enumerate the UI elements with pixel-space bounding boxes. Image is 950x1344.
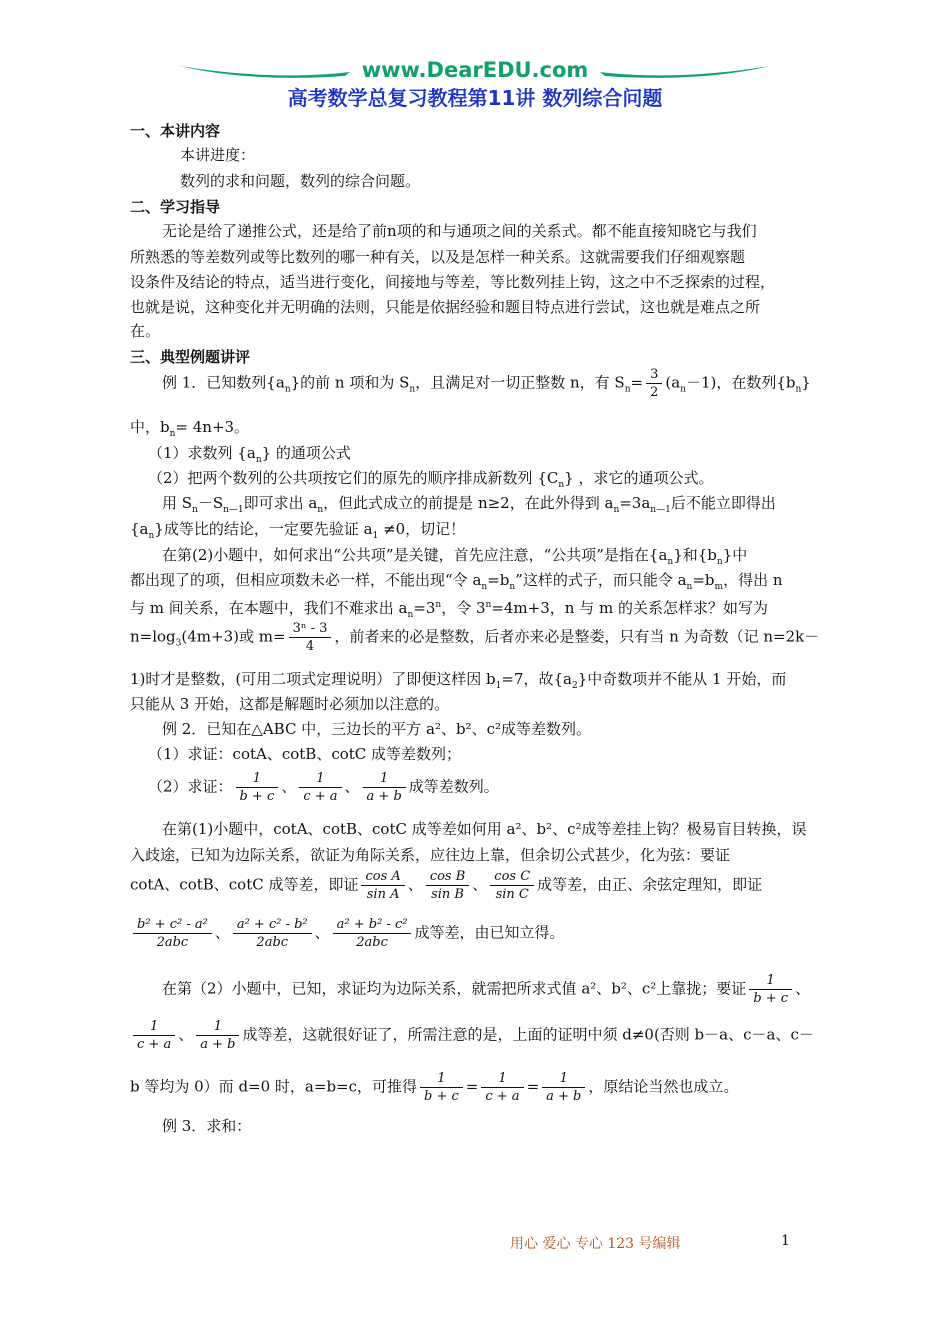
example1-analysis-line: $n=\log_3(4m+3)$或 m= $\frac{\text{3ⁿ - 3}}{4}$ ，前者来的必是整数，后者亦来必是整娄，只有当 n 为奇数（记 n=2k－: [130, 621, 820, 654]
fraction-cosC-sinC: $\frac{\text{cos C}}{\text{sin C}}$: [490, 868, 534, 903]
fraction-1-over-c-plus-a: $\frac{1}{c + a}$: [133, 1018, 175, 1053]
fraction-1-over-b-plus-c: $\frac{1}{b + c}$: [420, 1070, 463, 1105]
example1-statement-cont: 中，$b_n= 4n+3$。: [130, 418, 250, 439]
example2-analysis-line: $\frac{\text{b² + c² - a²}}{\text{2abc}}$ 、 $\frac{\text{a² + c² - b²}}{\text{2abc}}$ 、 $\frac{\text{a² + b² - c²}}{\text{2abc}}$ 成等差，由已知立得。: [130, 916, 564, 951]
fraction-m-formula: $\frac{\text{3ⁿ - 3}}{4}$: [289, 620, 332, 655]
fraction-cosine-law-c: $\frac{\text{a² + b² - c²}}{\text{2abc}}$: [333, 916, 412, 951]
example1-analysis-line: $\{a_n\}$成等比的结论，一定要先验证 $a_1 \ne 0$，切记！: [130, 520, 466, 541]
example1-analysis-line: 用 $S_n-S_{n—1}$即可求出 $a_n$，但此式成立的前提是 n≥2，在此外得到 $a_n=3a_{n—1}$后不能立即得出: [162, 494, 776, 515]
guidance-line: 在。: [130, 322, 161, 340]
guidance-line: 无论是给了递推公式，还是给了前n项的和与通项之间的关系式。都不能直接知晓它与我们: [162, 222, 757, 240]
section-heading-guidance: 二、学习指导: [130, 198, 221, 216]
page-number: 1: [781, 1233, 790, 1249]
example1-analysis-line: 都出现了的项，但相应项数未必一样，不能出现“令 $a_n=b_n$”这样的式子，而只能令 $a_n=b_m$，得出 n: [130, 571, 783, 592]
guidance-line: 设条件及结论的特点，适当进行变化，间接地与等差，等比数列挂上钩，这之中不乏探索的过程，: [130, 273, 776, 291]
fraction-1-over-b-plus-c: $\frac{1}{b + c}$: [236, 770, 279, 805]
progress-content: 数列的求和问题，数列的综合问题。: [180, 172, 421, 190]
site-logo-text: www.DearEDU.com: [361, 58, 589, 82]
fraction-cosA-sinA: $\frac{\text{cos A}}{\text{sin A}}$: [361, 868, 404, 903]
fraction-1-over-a-plus-b: $\frac{1}{a + b}$: [542, 1070, 585, 1105]
example2-analysis-line: 入歧途，已知为边际关系，欲证为角际关系，应往边上靠，但余切公式甚少，化为弦：要证: [130, 846, 731, 864]
example2-analysis-line: cotA、cotB、cotC 成等差，即证 $\frac{\text{cos A}}{\text{sin A}}$ 、 $\frac{\text{cos B}}{\text{sin B}}$ 、 $\frac{\text{cos C}}{\text{sin C}}$ 成等差，由正、余弦定理知，即证: [130, 869, 763, 902]
example1-analysis-line: 与 m 间关系，在本题中，我们不难求出 $a_n=3^n$，令 $3^n=4m+3$，n 与 m 的关系怎样求？如写为: [130, 599, 768, 620]
fraction-1-over-a-plus-b: $\frac{1}{a + b}$: [196, 1018, 239, 1053]
example1-analysis-line: 在第(2)小题中，如何求出“公共项”是关键，首先应注意，“公共项”是指在$\{a_n\}$和$\{b_n\}$中: [162, 546, 748, 567]
section-heading-content: 一、本讲内容: [130, 122, 221, 140]
progress-label: 本讲进度：: [180, 146, 256, 164]
fraction-cosine-law-a: $\frac{\text{b² + c² - a²}}{\text{2abc}}$: [133, 916, 212, 951]
example2-question-2: （2）求证： $\frac{1}{b + c}$ 、 $\frac{1}{c + a}$ 、 $\frac{1}{a + b}$ 成等差数列。: [148, 771, 499, 804]
example1-question-2: （2）把两个数列的公共项按它们的原先的顺序排成新数列 $\{C_n\}$ ，求它的通项公式。: [148, 469, 714, 490]
fraction-cosine-law-b: $\frac{\text{a² + c² - b²}}{\text{2abc}}$: [233, 916, 312, 951]
example2-analysis-line: b 等均为 0）而 d=0 时，a=b=c，可推得 $\frac{1}{b + c}$ = $\frac{1}{c + a}$ = $\frac{1}{a + b}$ ，原结论当然也成立。: [130, 1071, 739, 1104]
footer-text: 用心 爱心 专心 123 号编辑: [510, 1236, 681, 1252]
fraction-1-over-c-plus-a: $\frac{1}{c + a}$: [481, 1070, 523, 1105]
fraction-1-over-b-plus-c: $\frac{1}{b + c}$: [749, 972, 792, 1007]
guidance-line: 也就是说，这种变化并无明确的法则，只能是依据经验和题目特点进行尝试，这也就是难点之所: [130, 298, 761, 316]
example1-analysis-line: 1)时才是整数，(可用二项式定理说明）了即便这样因 $b_1=7$，故$\{a_2\}$中奇数项并不能从 1 开始，而: [130, 670, 787, 691]
example2-analysis-line: 在第(1)小题中，cotA、cotB、cotC 成等差如何用 a²、b²、c²成等差挂上钩？极易盲目转换，误: [162, 820, 807, 838]
example1-analysis-line: 只能从 3 开始，这都是解题时必须加以注意的。: [130, 695, 450, 713]
example2-statement: 例 2．已知在△ABC 中，三边长的平方 a²、b²、c²成等差数列。: [162, 720, 591, 738]
example3-statement: 例 3．求和：: [162, 1117, 252, 1135]
example2-question-1: （1）求证：cotA、cotB、cotC 成等差数列；: [148, 745, 462, 763]
example1-statement: 例 1．已知数列$\{a_n\}$的前 n 项和为 $S_n$，且满足对一切正整数 n，有 $S_n=$ $\frac{3}{2}$ $(a_n-1)$，在数列$\{b_n\}$: [162, 367, 811, 400]
fraction-1-over-c-plus-a: $\frac{1}{c + a}$: [299, 770, 341, 805]
guidance-line: 所熟悉的等差数列或等比数列的哪一种有关，以及是怎样一种关系。这就需要我们仔细观察题: [130, 248, 746, 266]
example2-analysis-line: $\frac{1}{c + a}$ 、 $\frac{1}{a + b}$ 成等差，这就很好证了，所需注意的是，上面的证明中须 d≠0(否则 b－a、c－a、c－: [130, 1018, 814, 1053]
section-heading-examples: 三、典型例题讲评: [130, 348, 251, 366]
example2-analysis-line: 在第（2）小题中，已知，求证均为边际关系，就需把所求式值 a²、b²、c²上靠拢；要证 $\frac{1}{b + c}$ 、: [162, 973, 811, 1006]
document-title: 高考数学总复习教程第11讲 数列综合问题: [287, 86, 663, 110]
fraction-1-over-a-plus-b: $\frac{1}{a + b}$: [363, 770, 406, 805]
fraction-cosB-sinB: $\frac{\text{cos B}}{\text{sin B}}$: [426, 868, 469, 903]
fraction-three-halves: $\frac{3}{2}$: [646, 366, 662, 401]
example1-question-1: （1）求数列 $\{a_n\}$ 的通项公式: [148, 444, 351, 465]
